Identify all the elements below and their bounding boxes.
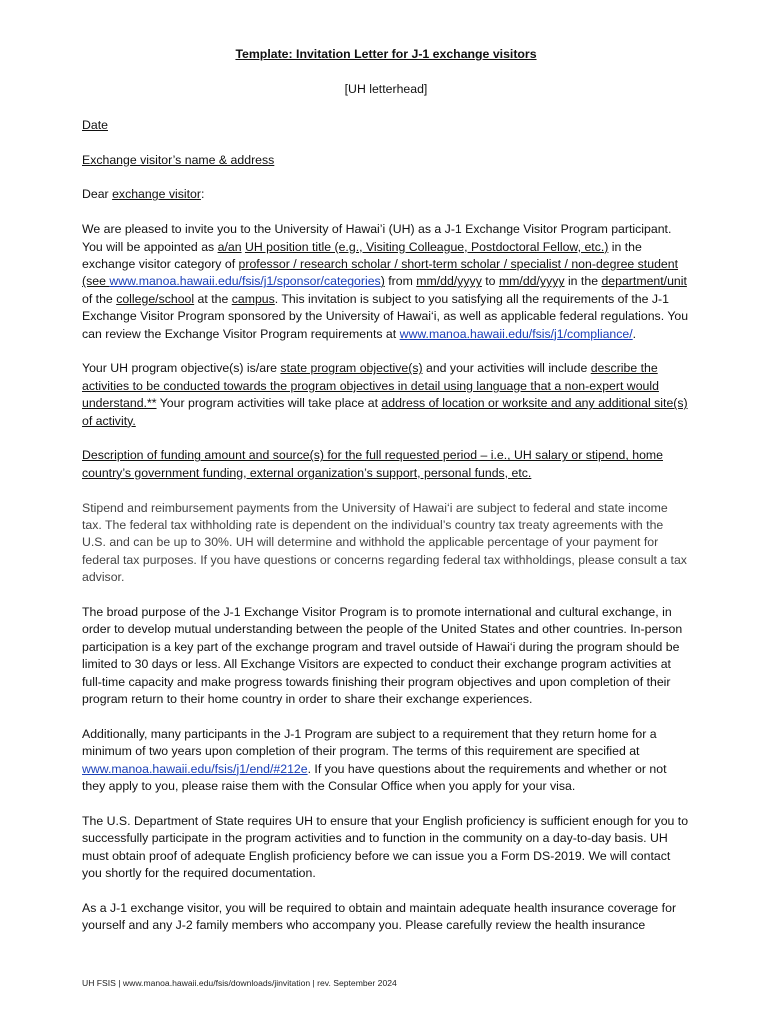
text: at the	[194, 291, 232, 306]
text: . This invitation is subject to you satisfying all the requirements of the J-1 Exchange Visitor Program sponsored by the University of Hawai‘i, as well as applicable federal regulations. You can review the Exchange Visitor Program requirements at	[82, 291, 689, 341]
category-placeholder-end: )	[380, 274, 385, 289]
letterhead-placeholder: [UH letterhead]	[344, 82, 428, 97]
document-title: Template: Invitation Letter for J-1 exchange visitors	[235, 47, 537, 61]
campus-placeholder: campus	[231, 291, 275, 306]
letter-body	[82, 46, 690, 952]
paragraph-insurance: As a J-1 exchange visitor, you will be required to obtain and maintain adequate health insurance coverage for yourself and any J-2 family members who accompany you. Please carefully review the health insurance	[82, 900, 677, 933]
text: and your activities will include	[422, 361, 591, 376]
college-placeholder: college/school	[116, 291, 195, 306]
funding-placeholder: Description of funding amount and source(s) for the full requested period – i.e., UH salary or stipend, home country’s government funding, external organization’s support, personal funds, etc.	[82, 448, 663, 480]
date-line	[82, 117, 690, 134]
date-placeholder: Date	[82, 117, 108, 132]
paragraph-tax: Stipend and reimbursement payments from the University of Hawai‘i are subject to federal and state income tax. The federal tax withholding rate is dependent on the individual’s country tax treaty agreements with the U.S. and can be up to 30%. UH will determine and withhold the applicable percentage of your payment for federal tax purposes. If you have questions or concerns regarding federal tax withholdings, please consult a tax advisor.	[82, 500, 687, 585]
text: in the	[564, 274, 602, 289]
greeting-prefix: Dear	[82, 187, 113, 202]
paragraph-purpose: The broad purpose of the J-1 Exchange Visitor Program is to promote international and cultural exchange, in order to develop mutual understanding between the people of the United States and other countries. In-person participation is a key part of the exchange program and travel outside of Hawai‘i during the program should be limited to 30 days or less. All Exchange Visitors are expected to conduct their exchange program activities at full-time capacity and make progress towards finishing their program objectives and upon completion of their program return to their home country in order to share their exchange experiences.	[82, 605, 683, 707]
paragraph-objectives	[82, 360, 690, 430]
greeting	[82, 186, 690, 203]
text: of the	[82, 291, 117, 306]
objective-placeholder: state program objective(s)	[280, 361, 423, 376]
text: . If you have questions about the requirements and whether or not they apply to you, please raise them with the Consular Office when you apply for your visa.	[82, 761, 667, 794]
paragraph-invitation	[82, 221, 690, 343]
recipient-placeholder: Exchange visitor’s name & address	[82, 152, 275, 167]
text: Your UH program objective(s) is/are	[82, 361, 281, 376]
text: Your program activities will take place at	[156, 396, 382, 411]
text: .	[632, 326, 637, 341]
position-title-placeholder: UH position title (e.g., Visiting Colleague, Postdoctoral Fellow, etc.)	[244, 239, 609, 254]
recipient-line	[82, 152, 690, 169]
compliance-link[interactable]: www.manoa.hawaii.edu/fsis/j1/compliance/	[399, 326, 633, 341]
categories-link[interactable]: www.manoa.hawaii.edu/fsis/j1/sponsor/categories	[109, 274, 381, 289]
article-placeholder: a/an	[217, 239, 242, 254]
text: Additionally, many participants in the J-1 Program are subject to a requirement that they return home for a minimum of two years upon completion of their program. The terms of this requirement are specified at	[82, 726, 657, 759]
greeting-name: exchange visitor	[112, 187, 201, 202]
location-placeholder: address of location or worksite and any additional site(s) of activity.	[82, 396, 688, 428]
paragraph-home-requirement	[82, 726, 690, 796]
end-date-placeholder: mm/dd/yyyy	[498, 274, 565, 289]
department-placeholder: department/unit	[601, 274, 687, 289]
home-requirement-link[interactable]: www.manoa.hawaii.edu/fsis/j1/end/#212e	[82, 761, 308, 776]
text: from	[384, 274, 417, 289]
paragraph-funding	[82, 447, 690, 482]
start-date-placeholder: mm/dd/yyyy	[416, 274, 482, 289]
page-footer: UH FSIS | www.manoa.hawaii.edu/fsis/downloads/jinvitation | rev. September 2024	[82, 978, 397, 988]
category-placeholder: professor / research scholar / short-term scholar / specialist / non-degree student (see	[82, 257, 679, 289]
activities-placeholder: describe the activities to be conducted towards the program objectives in detail using language that a non-expert would understand.**	[82, 361, 659, 411]
text: to	[481, 274, 499, 289]
greeting-suffix: :	[200, 187, 205, 202]
text: We are pleased to invite you to the University of Hawai’i (UH) as a J-1 Exchange Visitor Program participant. You will be appointed as	[82, 222, 672, 254]
text: in the exchange visitor category of	[82, 239, 642, 272]
paragraph-english: The U.S. Department of State requires UH to ensure that your English proficiency is sufficient enough for you to successfully participate in the program activities and to function in the community on a day-to-day basis. UH must obtain proof of adequate English proficiency before we can issue you a Form DS-2019. We will contact you shortly for the required documentation.	[82, 813, 689, 881]
